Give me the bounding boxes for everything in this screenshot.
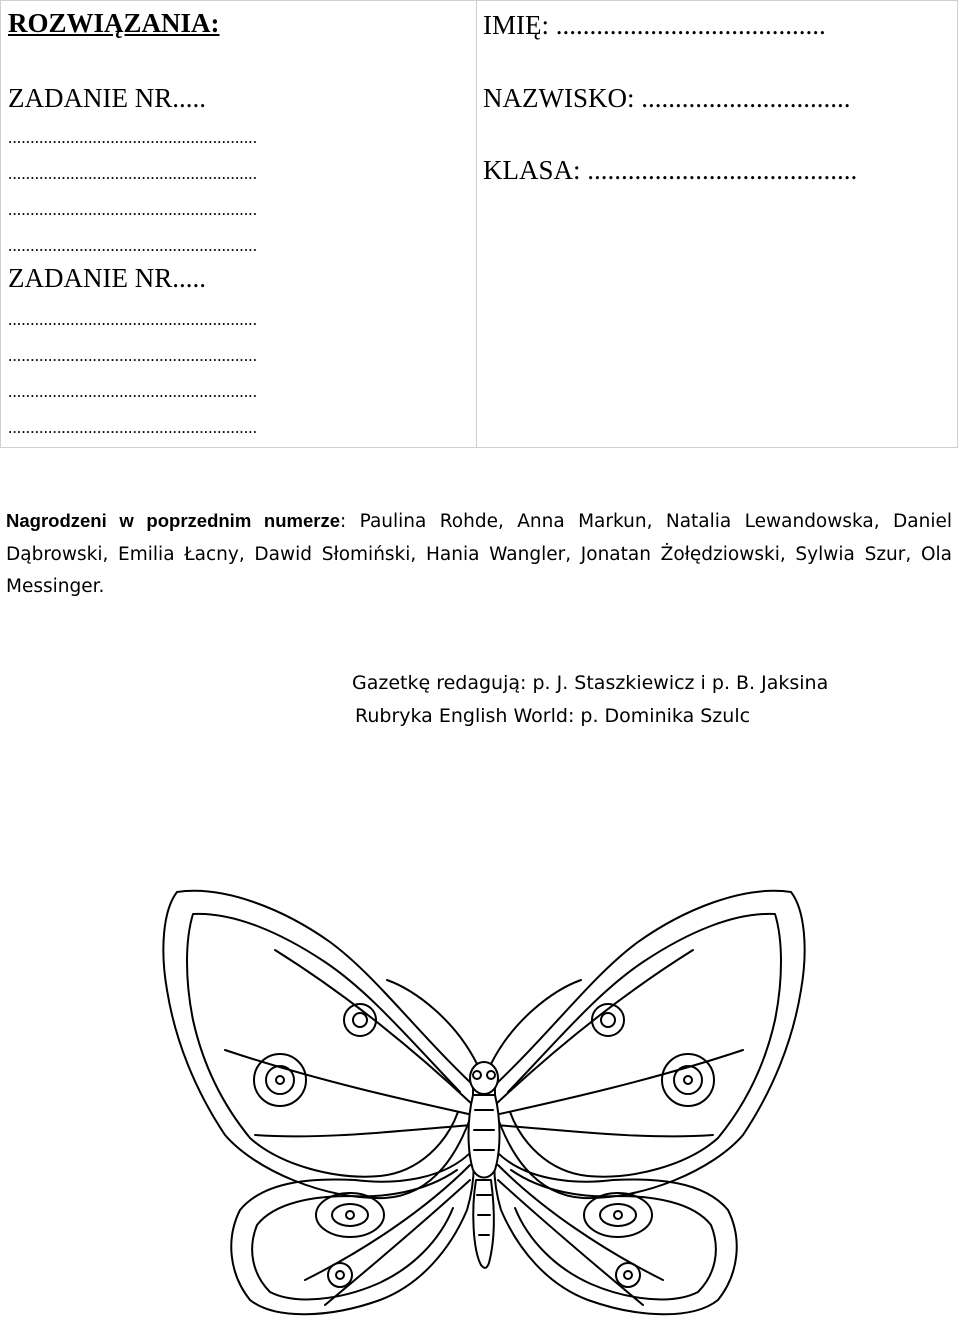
winners-heading: Nagrodzeni w poprzednim numerze [6,510,340,531]
surname-field[interactable]: NAZWISKO: ............................... [483,83,851,113]
editors-credit: Gazetkę redagują: p. J. Staszkiewicz i p. B. Jaksina [352,672,829,694]
upper-left-wing [163,891,473,1198]
answer-line[interactable]: ........................................................ [8,236,258,255]
winners-colon: : [340,511,347,532]
task1-label: ZADANIE NR..... [8,83,206,113]
name-field[interactable]: IMIĘ: ........................................ [483,10,826,40]
answer-line[interactable]: ........................................................ [8,128,258,147]
answers-title: ROZWIĄZANIA: [8,8,220,38]
answer-line[interactable]: ........................................................ [8,164,258,183]
winners-paragraph [6,505,952,604]
butterfly-body [387,980,581,1268]
task2-label: ZADANIE NR..... [8,263,206,293]
answer-line[interactable]: ........................................................ [8,418,258,437]
butterfly-illustration [155,880,813,1320]
english-credit: Rubryka English World: p. Dominika Szulc [355,705,751,727]
column-divider [476,0,477,448]
upper-right-wing [495,891,805,1198]
answer-line[interactable]: ........................................................ [8,200,258,219]
answer-line[interactable]: ........................................................ [8,310,258,329]
answer-line[interactable]: ........................................................ [8,382,258,401]
class-field[interactable]: KLASA: ........................................ [483,155,858,185]
answer-line[interactable]: ........................................................ [8,346,258,365]
winners-names: Paulina Rohde, Anna Markun, Natalia Lewandowska, Daniel Dąbrowski, Emilia Łacny, Dawid Słomiński, Hania Wangler, Jonatan Żołędziowski, Sylwia Szur, Ola Messinger. [6,511,952,597]
answer-table [0,0,958,448]
